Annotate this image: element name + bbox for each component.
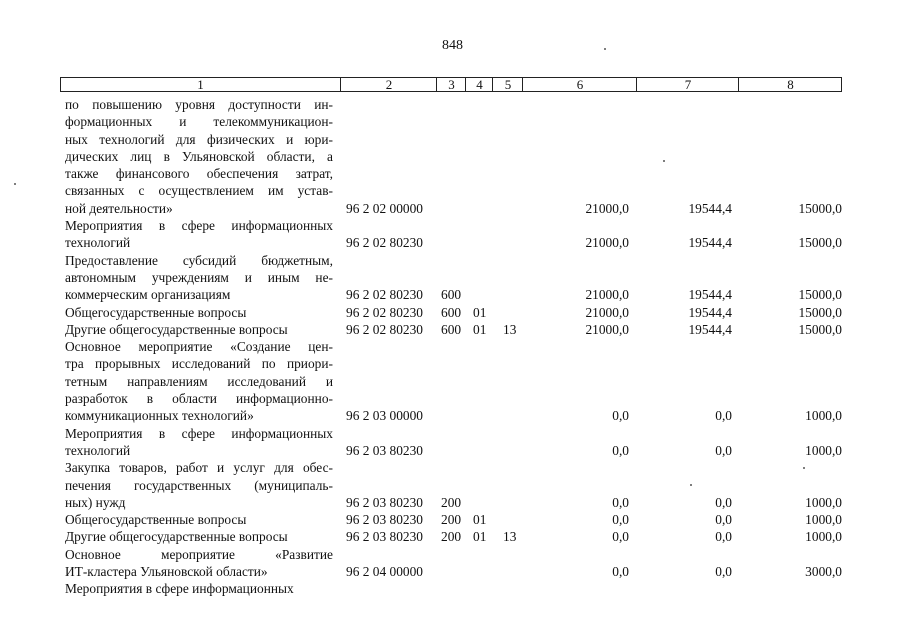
row-name — [65, 425, 333, 460]
column-header-1: 1 — [197, 77, 204, 92]
row-name — [65, 96, 333, 217]
target-article-code: 96 2 03 80230 — [346, 442, 423, 458]
subsection-code: 13 — [503, 529, 517, 545]
scan-speck — [690, 484, 692, 486]
amount-col-8: 1000,0 — [805, 494, 842, 510]
amount-col-8: 15000,0 — [798, 200, 842, 216]
row-name — [65, 528, 333, 545]
table-row — [0, 528, 905, 545]
scan-speck — [604, 48, 606, 50]
amount-col-7: 0,0 — [715, 408, 732, 424]
amount-col-8: 1000,0 — [805, 442, 842, 458]
expense-type-code: 600 — [441, 287, 462, 303]
amount-col-8: 1000,0 — [805, 529, 842, 545]
subsection-code: 13 — [503, 321, 517, 337]
amount-col-7: 0,0 — [715, 442, 732, 458]
row-name-line: ных технологий для физических и юри- — [65, 131, 333, 147]
row-name-line: технологий — [65, 442, 131, 458]
table-row — [0, 338, 905, 424]
section-code: 01 — [473, 512, 487, 528]
amount-col-8: 15000,0 — [798, 304, 842, 320]
table-row — [0, 459, 905, 511]
column-header-5: 5 — [492, 78, 523, 91]
row-name-line: печения государственных (муниципаль- — [65, 477, 333, 493]
row-name-line: дических лиц в Ульяновской области, а — [65, 148, 333, 164]
column-header-7: 7 — [636, 78, 739, 91]
row-name — [65, 580, 333, 597]
target-article-code: 96 2 03 80230 — [346, 494, 423, 510]
row-name-line: тетным направлениям исследований и — [65, 373, 333, 389]
target-article-code: 96 2 02 80230 — [346, 287, 423, 303]
row-name-line: формационных и телекоммуникацион- — [65, 114, 333, 130]
amount-col-8: 15000,0 — [798, 321, 842, 337]
amount-col-8: 1000,0 — [805, 408, 842, 424]
target-article-code: 96 2 03 80230 — [346, 512, 423, 528]
table-row — [0, 546, 905, 581]
amount-col-7: 19544,4 — [688, 235, 732, 251]
target-article-code: 96 2 03 80230 — [346, 529, 423, 545]
row-name-line: автономным учреждениям и иным не- — [65, 269, 333, 285]
column-header-6: 6 — [522, 78, 637, 91]
table-row — [0, 580, 905, 597]
expense-type-code: 600 — [441, 321, 462, 337]
row-name-line: технологий — [65, 235, 131, 251]
amount-col-8: 15000,0 — [798, 287, 842, 303]
row-name — [65, 217, 333, 252]
amount-col-6: 0,0 — [612, 408, 629, 424]
amount-col-6: 0,0 — [612, 529, 629, 545]
row-name-line: по повышению уровня доступности ин- — [65, 97, 333, 112]
amount-col-6: 0,0 — [612, 564, 629, 580]
table-row — [0, 511, 905, 528]
column-header-2: 2 — [340, 78, 437, 91]
scan-speck — [663, 160, 665, 162]
amount-col-8: 1000,0 — [805, 512, 842, 528]
row-name-line: разработок в области информационно- — [65, 391, 333, 407]
row-name-line: Другие общегосударственные вопросы — [65, 321, 288, 337]
column-header-3: 3 — [436, 78, 466, 91]
row-name-line: коммуникационных технологий» — [65, 408, 254, 424]
section-code: 01 — [473, 529, 487, 545]
table-row — [0, 252, 905, 304]
row-name-line: ИТ-кластера Ульяновской области» — [65, 564, 268, 580]
row-name-line: связанных с осуществлением им устав- — [65, 183, 333, 199]
amount-col-6: 21000,0 — [585, 287, 629, 303]
budget-table-body — [0, 96, 905, 598]
target-article-code: 96 2 03 00000 — [346, 408, 423, 424]
amount-col-7: 19544,4 — [688, 287, 732, 303]
row-name-line: Мероприятия в сфере информационных — [65, 581, 294, 597]
table-row — [0, 217, 905, 252]
table-row — [0, 304, 905, 321]
table-row — [0, 321, 905, 338]
row-name — [65, 511, 333, 528]
table-row — [0, 96, 905, 217]
row-name-line: Предоставление субсидий бюджетным, — [65, 252, 333, 268]
section-code: 01 — [473, 304, 487, 320]
row-name-line: Другие общегосударственные вопросы — [65, 529, 288, 545]
row-name-line: ных) нужд — [65, 494, 126, 510]
page-number: 848 — [442, 38, 463, 53]
row-name-line: ной деятельности» — [65, 200, 173, 216]
amount-col-6: 21000,0 — [585, 304, 629, 320]
row-name-line: Мероприятия в сфере информационных — [65, 425, 333, 441]
expense-type-code: 200 — [441, 512, 462, 528]
column-header-8: 8 — [738, 78, 842, 91]
scan-speck — [14, 183, 16, 185]
row-name — [65, 459, 333, 511]
section-code: 01 — [473, 321, 487, 337]
target-article-code: 96 2 04 00000 — [346, 564, 423, 580]
row-name — [65, 321, 333, 338]
row-name — [65, 304, 333, 321]
amount-col-6: 21000,0 — [585, 321, 629, 337]
amount-col-6: 21000,0 — [585, 235, 629, 251]
row-name-line: Общегосударственные вопросы — [65, 512, 247, 528]
amount-col-7: 0,0 — [715, 494, 732, 510]
amount-col-6: 0,0 — [612, 442, 629, 458]
amount-col-8: 3000,0 — [805, 564, 842, 580]
amount-col-7: 0,0 — [715, 529, 732, 545]
amount-col-7: 19544,4 — [688, 200, 732, 216]
target-article-code: 96 2 02 00000 — [346, 200, 423, 216]
amount-col-6: 0,0 — [612, 512, 629, 528]
amount-col-7: 0,0 — [715, 564, 732, 580]
row-name-line: Общегосударственные вопросы — [65, 304, 247, 320]
row-name-line: коммерческим организациям — [65, 287, 231, 303]
amount-col-7: 19544,4 — [688, 321, 732, 337]
amount-col-6: 0,0 — [612, 494, 629, 510]
expense-type-code: 200 — [441, 494, 462, 510]
row-name-line: Основное мероприятие «Создание цен- — [65, 339, 333, 355]
row-name-line: Мероприятия в сфере информационных — [65, 218, 333, 234]
amount-col-8: 15000,0 — [798, 235, 842, 251]
amount-col-7: 0,0 — [715, 512, 732, 528]
target-article-code: 96 2 02 80230 — [346, 304, 423, 320]
row-name-line: Основное мероприятие «Развитие — [65, 546, 333, 562]
table-row — [0, 425, 905, 460]
row-name — [65, 546, 333, 581]
row-name-line: тра прорывных исследований по приори- — [65, 356, 333, 372]
column-header-4: 4 — [465, 78, 493, 91]
row-name — [65, 252, 333, 304]
amount-col-7: 19544,4 — [688, 304, 732, 320]
row-name — [65, 338, 333, 424]
column-header-row — [60, 77, 842, 92]
target-article-code: 96 2 02 80230 — [346, 235, 423, 251]
row-name-line: также финансового обеспечения затрат, — [65, 166, 333, 182]
amount-col-6: 21000,0 — [585, 200, 629, 216]
expense-type-code: 600 — [441, 304, 462, 320]
expense-type-code: 200 — [441, 529, 462, 545]
row-name-line: Закупка товаров, работ и услуг для обес- — [65, 460, 333, 476]
scan-speck — [803, 467, 805, 469]
target-article-code: 96 2 02 80230 — [346, 321, 423, 337]
